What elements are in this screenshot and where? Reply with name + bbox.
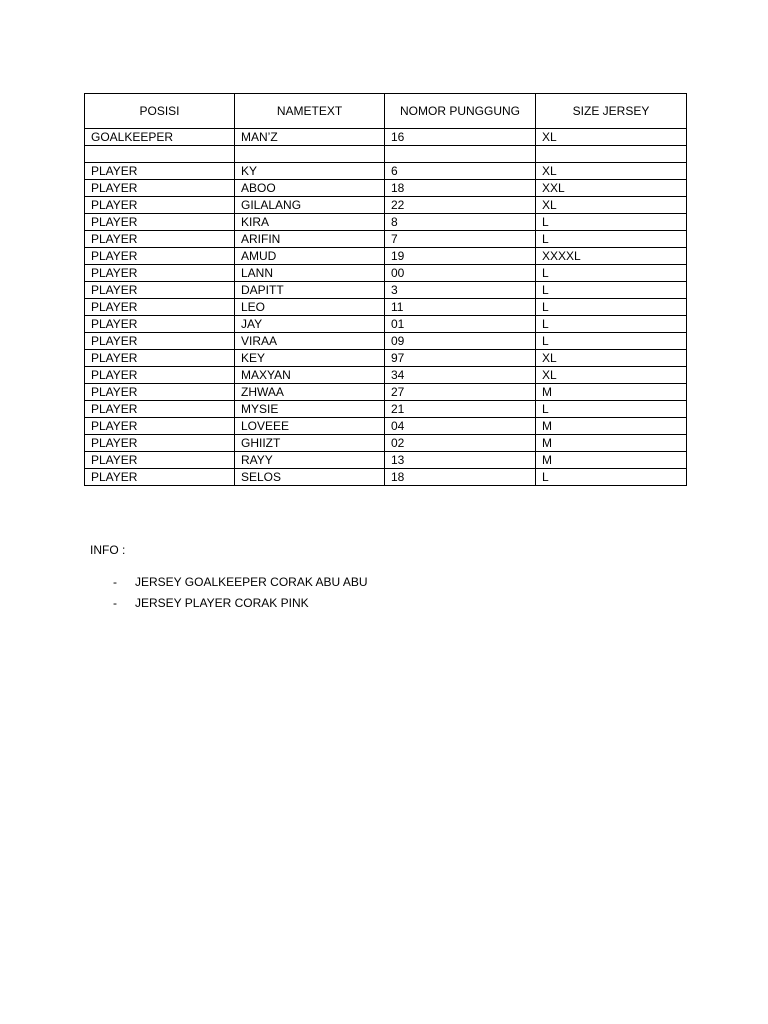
cell-size-jersey: XL xyxy=(536,350,687,367)
cell-posisi: PLAYER xyxy=(85,401,235,418)
cell-nomor-punggung: 34 xyxy=(385,367,536,384)
cell-nametext: GILALANG xyxy=(235,197,385,214)
cell-posisi: PLAYER xyxy=(85,350,235,367)
cell-posisi: PLAYER xyxy=(85,367,235,384)
cell-nomor-punggung: 02 xyxy=(385,435,536,452)
cell-size-jersey: L xyxy=(536,333,687,350)
cell-nomor-punggung: 01 xyxy=(385,316,536,333)
table-row xyxy=(85,231,687,248)
cell-posisi: PLAYER xyxy=(85,197,235,214)
table-body xyxy=(85,129,687,486)
cell-size-jersey: M xyxy=(536,435,687,452)
cell-posisi: PLAYER xyxy=(85,333,235,350)
cell-posisi: PLAYER xyxy=(85,231,235,248)
cell-nomor-punggung: 22 xyxy=(385,197,536,214)
cell-nametext: KIRA xyxy=(235,214,385,231)
table-row xyxy=(85,163,687,180)
table-row xyxy=(85,180,687,197)
info-list xyxy=(90,573,368,612)
cell-nomor-punggung: 09 xyxy=(385,333,536,350)
jersey-roster-table xyxy=(84,93,687,486)
cell-nomor-punggung: 3 xyxy=(385,282,536,299)
cell-size-jersey: L xyxy=(536,401,687,418)
cell-nametext: MAN’Z xyxy=(235,129,385,146)
table-row xyxy=(85,282,687,299)
cell-nametext xyxy=(235,146,385,163)
cell-nametext: LEO xyxy=(235,299,385,316)
info-list-item xyxy=(90,594,368,612)
cell-nomor-punggung: 7 xyxy=(385,231,536,248)
cell-size-jersey: L xyxy=(536,231,687,248)
cell-posisi: PLAYER xyxy=(85,248,235,265)
cell-size-jersey: M xyxy=(536,418,687,435)
cell-nomor-punggung: 16 xyxy=(385,129,536,146)
cell-size-jersey: XL xyxy=(536,163,687,180)
cell-nametext: LANN xyxy=(235,265,385,282)
cell-nametext: ABOO xyxy=(235,180,385,197)
cell-nomor-punggung: 11 xyxy=(385,299,536,316)
cell-size-jersey: L xyxy=(536,316,687,333)
cell-size-jersey: L xyxy=(536,299,687,316)
header-size-jersey: SIZE JERSEY xyxy=(536,94,687,129)
table-header-row xyxy=(85,94,687,129)
cell-size-jersey: XL xyxy=(536,197,687,214)
cell-nametext: VIRAA xyxy=(235,333,385,350)
cell-size-jersey xyxy=(536,146,687,163)
info-section xyxy=(90,541,368,615)
cell-posisi: PLAYER xyxy=(85,384,235,401)
cell-posisi: PLAYER xyxy=(85,180,235,197)
table-row xyxy=(85,350,687,367)
cell-nametext: AMUD xyxy=(235,248,385,265)
cell-posisi: PLAYER xyxy=(85,435,235,452)
cell-size-jersey: L xyxy=(536,469,687,486)
cell-size-jersey: M xyxy=(536,452,687,469)
cell-posisi: PLAYER xyxy=(85,282,235,299)
cell-size-jersey: L xyxy=(536,282,687,299)
cell-nametext: ZHWAA xyxy=(235,384,385,401)
header-posisi: POSISI xyxy=(85,94,235,129)
table-row xyxy=(85,367,687,384)
cell-nomor-punggung: 8 xyxy=(385,214,536,231)
cell-nomor-punggung: 18 xyxy=(385,469,536,486)
cell-nametext: RAYY xyxy=(235,452,385,469)
table-row xyxy=(85,129,687,146)
table-row xyxy=(85,197,687,214)
cell-size-jersey: M xyxy=(536,384,687,401)
cell-size-jersey: XXL xyxy=(536,180,687,197)
table-row xyxy=(85,265,687,282)
table-row xyxy=(85,418,687,435)
cell-nomor-punggung: 00 xyxy=(385,265,536,282)
cell-nametext: SELOS xyxy=(235,469,385,486)
cell-nametext: ARIFIN xyxy=(235,231,385,248)
table-row xyxy=(85,469,687,486)
table-row xyxy=(85,146,687,163)
info-list-item xyxy=(90,573,368,591)
cell-nomor-punggung: 19 xyxy=(385,248,536,265)
cell-posisi: PLAYER xyxy=(85,299,235,316)
table-row xyxy=(85,384,687,401)
table-row xyxy=(85,333,687,350)
table-row xyxy=(85,248,687,265)
cell-nomor-punggung: 18 xyxy=(385,180,536,197)
info-title: INFO : xyxy=(90,543,126,557)
cell-posisi: PLAYER xyxy=(85,265,235,282)
cell-nomor-punggung: 21 xyxy=(385,401,536,418)
cell-nametext: JAY xyxy=(235,316,385,333)
info-item-text: JERSEY GOALKEEPER CORAK ABU ABU xyxy=(135,575,368,589)
cell-nametext: KY xyxy=(235,163,385,180)
table-row xyxy=(85,401,687,418)
cell-nametext: GHIIZT xyxy=(235,435,385,452)
header-nomor-punggung: NOMOR PUNGGUNG xyxy=(385,94,536,129)
cell-nametext: LOVEEE xyxy=(235,418,385,435)
cell-posisi: PLAYER xyxy=(85,452,235,469)
cell-posisi: PLAYER xyxy=(85,214,235,231)
cell-nomor-punggung: 97 xyxy=(385,350,536,367)
cell-nomor-punggung xyxy=(385,146,536,163)
cell-posisi: PLAYER xyxy=(85,163,235,180)
info-item-text: JERSEY PLAYER CORAK PINK xyxy=(135,596,309,610)
table-row xyxy=(85,435,687,452)
cell-size-jersey: XL xyxy=(536,367,687,384)
cell-posisi: PLAYER xyxy=(85,469,235,486)
list-bullet: - xyxy=(113,575,117,589)
table-row xyxy=(85,316,687,333)
list-bullet: - xyxy=(113,596,117,610)
cell-posisi: PLAYER xyxy=(85,316,235,333)
cell-posisi: PLAYER xyxy=(85,418,235,435)
cell-nomor-punggung: 04 xyxy=(385,418,536,435)
cell-nametext: MYSIE xyxy=(235,401,385,418)
table-row xyxy=(85,452,687,469)
cell-nametext: KEY xyxy=(235,350,385,367)
cell-nametext: MAXYAN xyxy=(235,367,385,384)
cell-posisi xyxy=(85,146,235,163)
cell-posisi: GOALKEEPER xyxy=(85,129,235,146)
cell-size-jersey: XXXXL xyxy=(536,248,687,265)
cell-nomor-punggung: 13 xyxy=(385,452,536,469)
cell-size-jersey: L xyxy=(536,214,687,231)
cell-nomor-punggung: 6 xyxy=(385,163,536,180)
cell-nametext: DAPITT xyxy=(235,282,385,299)
cell-nomor-punggung: 27 xyxy=(385,384,536,401)
table-row xyxy=(85,214,687,231)
cell-size-jersey: XL xyxy=(536,129,687,146)
header-nametext: NAMETEXT xyxy=(235,94,385,129)
table-row xyxy=(85,299,687,316)
cell-size-jersey: L xyxy=(536,265,687,282)
